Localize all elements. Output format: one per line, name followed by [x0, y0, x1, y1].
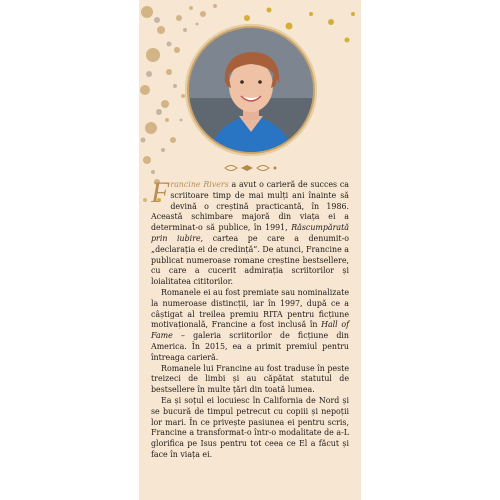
- author-bio: [151, 176, 349, 461]
- bio-paragraph-2: Romanele ei au fost premiate sau nominalizate la numeroase distincții, iar în 1997, după ce a câștigat al treilea premiu RITA pentru ficțiune motivațională, Francine a fost inclusă în Hall of Fame – galeria scriitorilor de ficțiune din America. În 2015, ea a primit premiul pentru întreaga carieră.: [151, 287, 349, 362]
- hall-of-fame: Hall of Fame: [151, 320, 349, 341]
- author-photo-frame: [185, 24, 317, 156]
- book-flap: [139, 0, 361, 500]
- drop-cap: F: [151, 176, 170, 209]
- author-name: rancine Rivers: [170, 180, 229, 189]
- author-portrait-image: [189, 28, 313, 152]
- ornament-divider: [223, 162, 279, 176]
- book-title: Răscumpărată prin iubire: [151, 223, 349, 243]
- author-photo: [189, 28, 313, 152]
- bio-paragraph-1: Francine Rivers a avut o carieră de succes ca scriitoare timp de mai mulți ani înainte să devină o creștină practicantă, în 1986. Această schimbare majoră din viața ei a determinat-o să publice, în 1991, Răscumpărată prin iubire, cartea pe care a denumit-o „declarația ei de credință”. De atunci, Francine a publicat numeroase romane creștine bestsellere, cu care a cucerit admirația scriitorilor și loialitatea cititorilor.: [151, 176, 349, 287]
- flourish-icon: [223, 162, 279, 174]
- bio-paragraph-3: Romanele lui Francine au fost traduse în peste treizeci de limbi și au căpătat statutul de bestsellere în multe țări din toată lumea.: [151, 363, 349, 395]
- bio-paragraph-4: Ea și soțul ei locuiesc în California de Nord și se bucură de timpul petrecut cu copiii și nepoții lor mari. În ce privește pasiunea ei pentru scris, Francine a transformat-o într-o modalitate de a-L glorifica pe Isus pentru tot ceea ce El a făcut și face în viața ei.: [151, 395, 349, 459]
